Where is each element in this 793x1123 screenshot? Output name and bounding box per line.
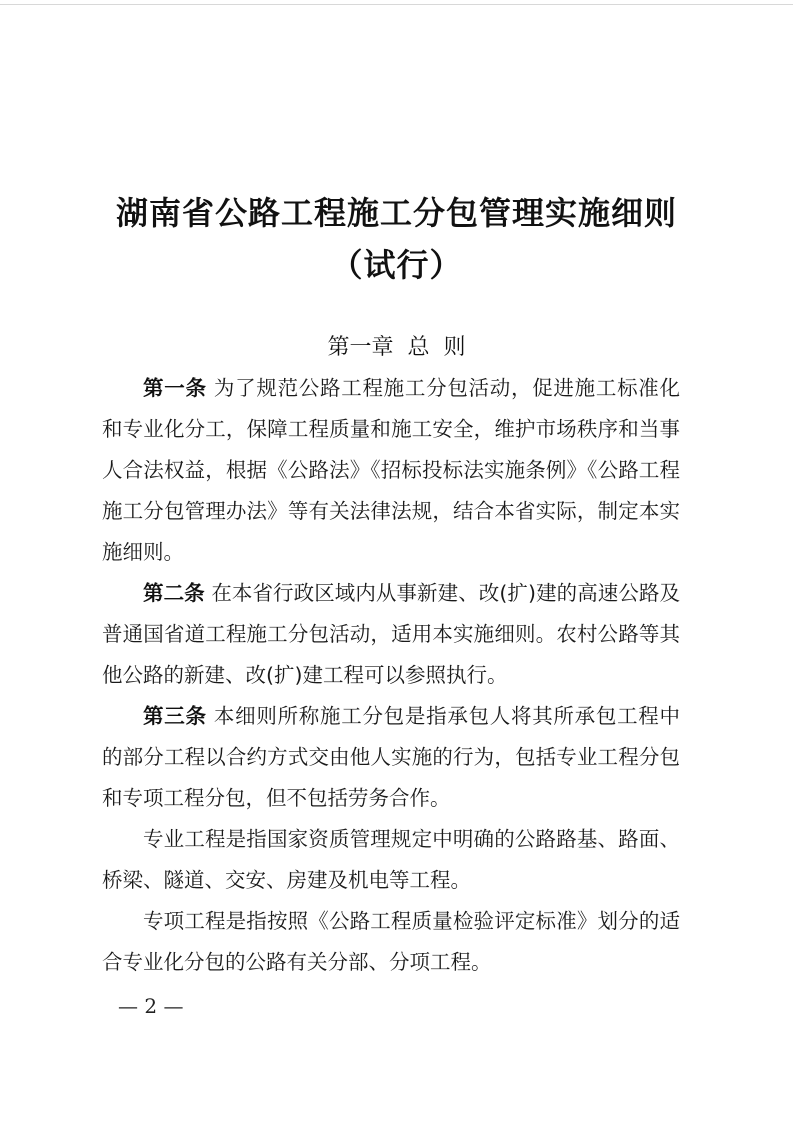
document-title: 湖南省公路工程施工分包管理实施细则 xyxy=(115,194,677,232)
article-label: 第三条 xyxy=(143,704,207,728)
article-paragraph-2 xyxy=(102,573,680,696)
article-text: 为了规范公路工程施工分包活动，促进施工标准化和专业化分工，保障工程质量和施工安全，维护市场秩序和当事人合法权益，根据《公路法》《招标投标法实施条例》《公路工程施工分包管理办法》等有关法律法规，结合本省实际，制定本实施细则。 xyxy=(102,376,681,564)
body-paragraph-4 xyxy=(102,819,680,901)
article-paragraph-3 xyxy=(102,696,680,819)
chapter-heading: 第一章 总 则 xyxy=(327,335,466,360)
paragraph-text: 专项工程是指按照《公路工程质量检验评定标准》划分的适合专业化分包的公路有关分部、分项工程。 xyxy=(102,909,680,974)
document-subtitle: （试行） xyxy=(330,246,463,284)
article-paragraph-1 xyxy=(102,368,680,573)
article-text: 本细则所称施工分包是指承包人将其所承包工程中的部分工程以合约方式交由他人实施的行为，包括专业工程分包和专项工程分包，但不包括劳务合作。 xyxy=(102,704,681,810)
article-label: 第一条 xyxy=(143,376,207,400)
paragraph-text: 专业工程是指国家资质管理规定中明确的公路路基、路面、桥梁、隧道、交安、房建及机电等工程。 xyxy=(102,827,680,892)
article-label: 第二条 xyxy=(143,581,205,605)
page-number: — 2 — xyxy=(118,994,184,1018)
article-text: 在本省行政区域内从事新建、改(扩)建的高速公路及普通国省道工程施工分包活动，适用本实施细则。农村公路等其他公路的新建、改(扩)建工程可以参照执行。 xyxy=(102,581,681,687)
document-body xyxy=(102,368,680,983)
body-paragraph-5 xyxy=(102,901,680,983)
